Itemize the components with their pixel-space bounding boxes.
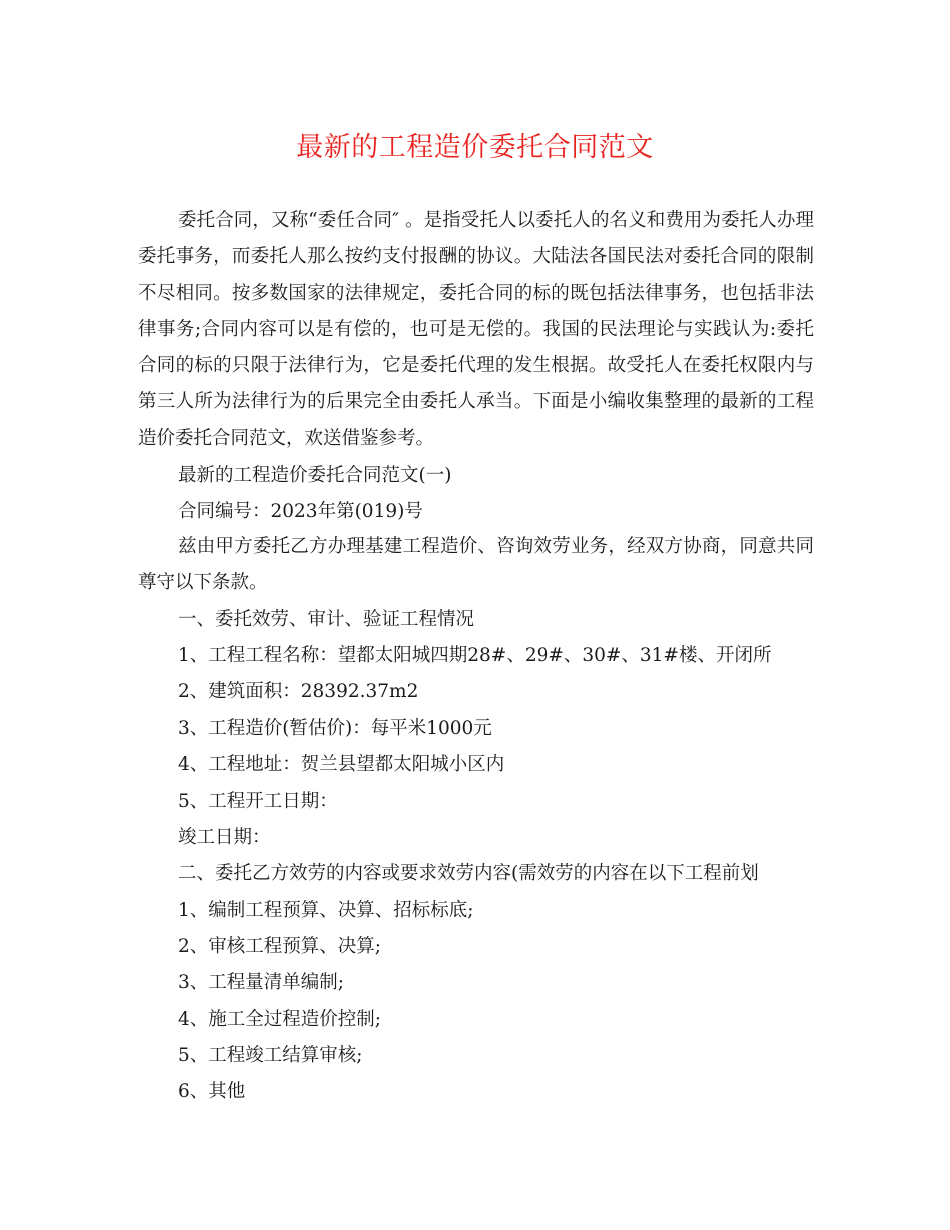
document-title: 最新的工程造价委托合同范文 bbox=[296, 132, 654, 163]
contract-number: 合同编号：2023年第(019)号 bbox=[178, 501, 423, 522]
list-item: 5、工程开工日期： bbox=[178, 791, 338, 812]
list-item: 2、建筑面积：28392.37m2 bbox=[178, 681, 419, 702]
list-item: 5、工程竣工结算审核; bbox=[178, 1045, 363, 1066]
list-item: 竣工日期： bbox=[178, 827, 271, 848]
part1-heading: 一、委托效劳、审计、验证工程情况 bbox=[178, 609, 475, 630]
section-heading: 最新的工程造价委托合同范文(一) bbox=[178, 465, 452, 486]
list-item: 3、工程造价(暂估价)：每平米1000元 bbox=[178, 718, 492, 739]
intro-paragraph: 委托合同，又称“委任合同″ 。是指受托人以委托人的名义和费用为委托人办理委托事务，而委托人那么按约支付报酬的协议。大陆法各国民法对委托合同的限制不尽相同。按多数国家的法律规定，委托合同的标的既包括法律事务，也包括非法律事务;合同内容可以是有偿的，也可是无偿的。我国的民法理论与实践认为:委托合同的标的只限于法律行为，它是委托代理的发生根据。故受托人在委托权限内与第三人所为法律行为的后果完全由委托人承当。下面是小编收集整理的最新的工程造价委托合同范文，欢送借鉴参考。 bbox=[138, 210, 814, 449]
preamble-paragraph: 兹由甲方委托乙方办理基建工程造价、咨询效劳业务，经双方协商，同意共同尊守以下条款。 bbox=[138, 536, 814, 594]
list-item: 4、施工全过程造价控制; bbox=[178, 1009, 382, 1030]
list-item: 1、编制工程预算、决算、招标标底; bbox=[178, 900, 474, 921]
part2-heading: 二、委托乙方效劳的内容或要求效劳内容(需效劳的内容在以下工程前划 bbox=[178, 863, 759, 884]
list-item: 4、工程地址：贺兰县望都太阳城小区内 bbox=[178, 754, 505, 775]
list-item: 1、工程工程名称：望都太阳城四期28#、29#、30#、31#楼、开闭所 bbox=[178, 645, 772, 666]
list-item: 6、其他 bbox=[178, 1081, 246, 1102]
list-item: 2、审核工程预算、决算; bbox=[178, 936, 382, 957]
list-item: 3、工程量清单编制; bbox=[178, 972, 345, 993]
